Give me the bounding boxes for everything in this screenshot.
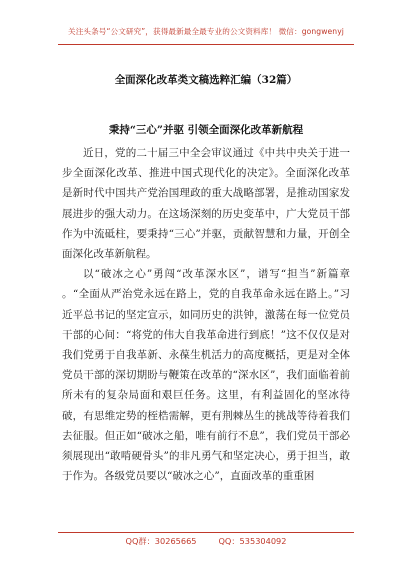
footer (58, 536, 354, 547)
paragraph: 以“破冰之心”勇闯“改革深水区”，谱写“担当”新篇章 。“全面从严治党永远在路上，党的自我革命永远在路上。”习近平总书记的坚定宣示，如同历史的洪钟，激荡在每一位党员干部的心间：“将党的伟大自我革命进行到底！”这不仅仅是对我们党勇于自我革新、永葆生机活力的高度概括，更是对全体党员干部的深切期盼与鞭策在改革的“深水区”，我们面临着前所未有的复杂局面和艰巨任务。这里，有利益固化的坚冰待破，有思维定势的桎梏需解，更有荆棘丛生的挑战等待着我们去征服。但正如“破冰之船，唯有前行不息”，我们党员干部必须展现出“敢啃硬骨头”的非凡勇气和坚定决心，勇于担当，敢于作为。各级党员要以“破冰之心”，直面改革的重重困 (62, 268, 350, 483)
footer-divider (58, 532, 354, 533)
section-title: 秉持“三心”并驱 引领全面深化改革新航程 (108, 124, 304, 136)
header-divider (58, 44, 354, 45)
footer-qq-group: QQ群：30265665 (125, 536, 197, 546)
header-banner: 关注头条号“公文研究”，获得最新最全最专业的公文资料库！ 微信：gongwenyj (68, 27, 344, 36)
document-title: 全面深化改革类文稿选粹汇编（32篇） (114, 74, 298, 86)
paragraph: 近日，党的二十届三中全会审议通过《中共中央关于进一步全面深化改革、推进中国式现代化的决定》。全面深化改革是新时代中国共产党治国理政的重大战略部署，是推动国家发展进步的强大动力。在这场深刻的历史变革中，广大党员干部作为中流砥柱，要秉持“三心”并驱，贡献智慧和力量，开创全面深化改革新航程。 (62, 147, 350, 261)
footer-qq: QQ：535304092 (218, 536, 287, 546)
body-text (62, 143, 350, 486)
